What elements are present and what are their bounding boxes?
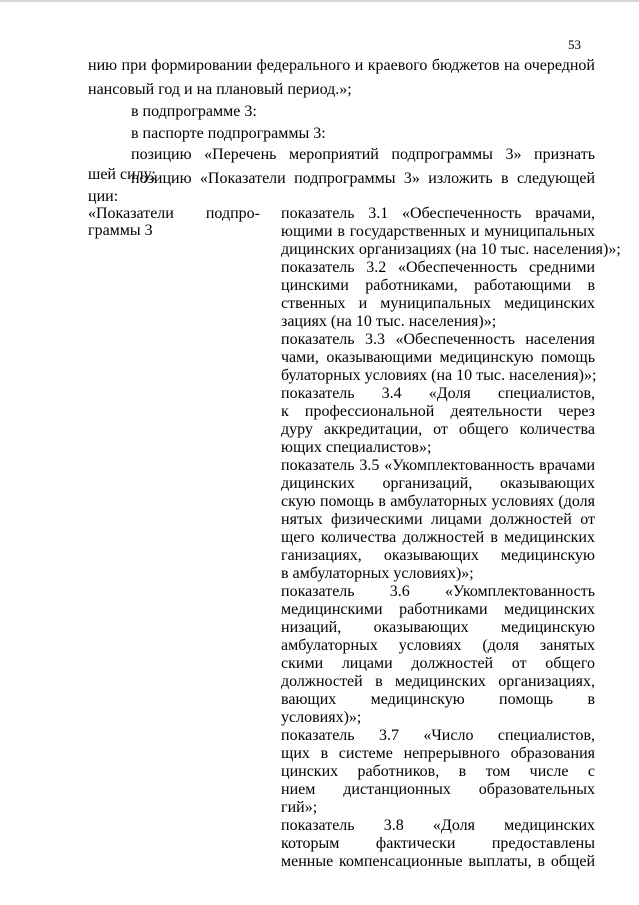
intro-line: позицию «Перечень мероприятий подпрограммы 3» признать xyxy=(131,146,595,163)
indicator-line: показатель 3.5 «Укомплектованность врачами xyxy=(281,457,595,474)
indicator-line: низаций, оказывающих медицинскую xyxy=(281,619,595,636)
indicator-line: к профессиональной деятельности через xyxy=(281,403,595,420)
indicator-line: гий»; xyxy=(281,799,318,816)
intro-line: шей силу; xyxy=(88,166,156,183)
indicator-line: скую помощь в амбулаторных условиях (доля xyxy=(281,493,595,510)
indicator-line: дицинских организациях (на 10 тыс. населения)»; xyxy=(281,241,621,258)
indicator-line: цинских работников, в том числе с xyxy=(281,763,595,780)
scan-edge xyxy=(0,0,639,2)
intro-line: ции: xyxy=(88,188,119,205)
indicator-line: показатель 3.4 «Доля специалистов, xyxy=(281,385,595,402)
indicator-line: ющих специалистов»; xyxy=(281,439,432,456)
indicator-line: вающих медицинскую помощь в xyxy=(281,691,595,708)
indicator-line: булаторных условиях (на 10 тыс. населения)»; xyxy=(281,367,597,384)
intro-line: в подпрограмме 3: xyxy=(131,103,257,120)
indicator-line: нием дистанционных образовательных xyxy=(281,781,595,798)
indicator-line: ющими в государственных и муниципальных xyxy=(281,223,595,240)
intro-line: нансовый год и на плановый период.»; xyxy=(88,81,352,98)
indicator-line: амбулаторных условиях (доля занятых xyxy=(281,637,595,654)
page-number: 53 xyxy=(568,37,581,52)
indicator-line: показатель 3.8 «Доля медицинских xyxy=(281,817,595,834)
intro-line: позицию «Показатели подпрограммы 3» изложить в следующей xyxy=(131,170,595,187)
indicator-line: дуру аккредитации, от общего количества xyxy=(281,421,595,438)
indicator-line: менные компенсационные выплаты, в общей xyxy=(281,853,595,870)
indicator-line: скими лицами должностей от общего xyxy=(281,655,595,672)
indicator-label: «Показатели xyxy=(88,205,174,222)
indicator-line: показатель 3.3 «Обеспеченность населения xyxy=(281,331,595,348)
indicator-line: чами, оказывающими медицинскую помощь xyxy=(281,349,595,366)
indicator-line: которым фактически предоставлены xyxy=(281,835,595,852)
indicator-line: показатель 3.6 «Укомплектованность xyxy=(281,583,595,600)
indicator-line: ственных и муниципальных медицинских xyxy=(281,295,595,312)
indicator-line: дицинских организаций, оказывающих xyxy=(281,475,595,492)
indicator-line: показатель 3.2 «Обеспеченность средними xyxy=(281,259,595,276)
indicator-line: нятых физическими лицами должностей от xyxy=(281,511,595,528)
indicator-line: должностей в медицинских организациях, xyxy=(281,673,595,690)
indicator-label-continued: граммы 3 xyxy=(88,222,153,239)
indicator-label-cell xyxy=(88,205,260,239)
intro-line: нию при формировании федерального и краевого бюджетов на очередной xyxy=(88,57,595,74)
indicator-line: условиях)»; xyxy=(281,709,362,726)
indicator-line: медицинскими работниками медицинских xyxy=(281,601,595,618)
indicator-line: в амбулаторных условиях)»; xyxy=(281,565,474,582)
indicator-line: щих в системе непрерывного образования xyxy=(281,745,595,762)
intro-line: в паспорте подпрограммы 3: xyxy=(131,125,326,142)
indicator-line: ганизациях, оказывающих медицинскую xyxy=(281,547,595,564)
indicator-label-hyphenated: подпро- xyxy=(205,205,260,222)
indicator-line: зациях (на 10 тыс. населения)»; xyxy=(281,313,497,330)
indicator-line: показатель 3.7 «Число специалистов, xyxy=(281,727,595,744)
indicator-line: щего количества должностей в медицинских xyxy=(281,529,595,546)
indicator-line: цинскими работниками, работающими в xyxy=(281,277,595,294)
indicator-line: показатель 3.1 «Обеспеченность врачами, xyxy=(281,205,595,222)
